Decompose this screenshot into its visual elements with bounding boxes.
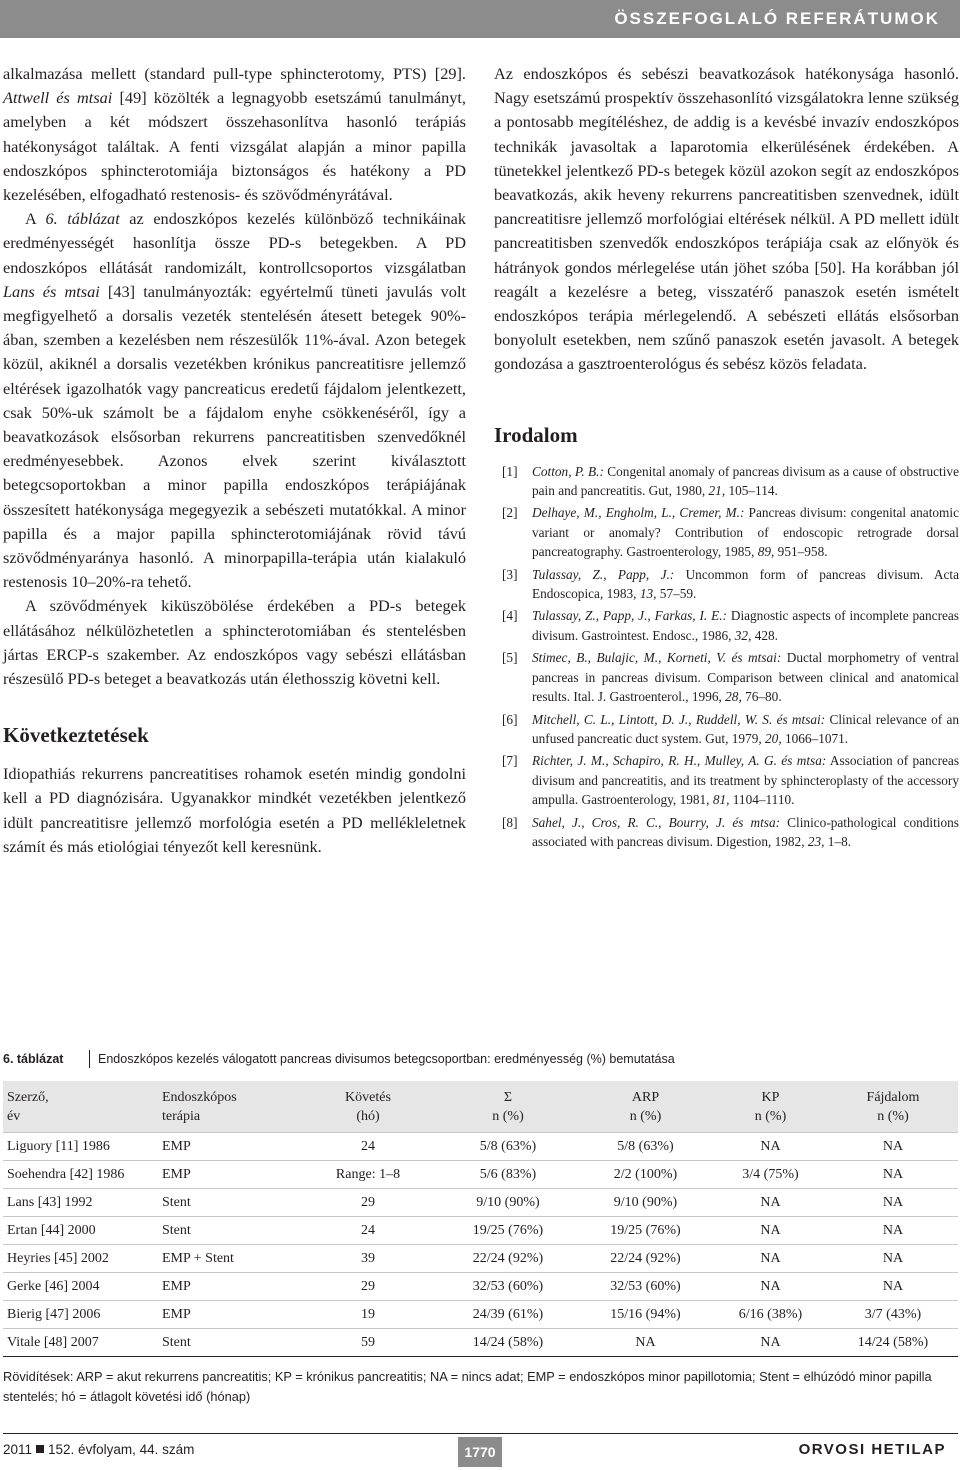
table-cell: NA [760,1138,781,1154]
table-caption [3,1047,958,1071]
table-cell: 14/24 (58%) [857,1334,929,1350]
references-heading: Irodalom [494,422,578,447]
conclusions-paragraph: Idiopathiás rekurrens pancreatitises rohamok esetén mindig gondolni kell a PD diagnózisára. Ugyanakkor mindkét vezetékben jelentkező idült pancreatitisre jellemző morfológia esetén a PD mellékleletnek számít és más etiológiai tényezőt kell keresnünk. [3,764,466,856]
table-cell: NA [635,1334,656,1350]
table-cell: 59 [361,1334,375,1350]
table-cell: EMP [162,1306,191,1322]
table-cell: EMP + Stent [162,1250,234,1266]
left-column [3,62,466,859]
table-cell: 32/53 (60%) [472,1278,544,1294]
table-cell: NA [760,1278,781,1294]
results-table [3,1081,958,1357]
table-cell: 2/2 (100%) [613,1166,678,1182]
table-cell: 6/16 (38%) [738,1306,803,1322]
reference-item: [2] Delhaye, M., Engholm, L., Cremer, M.: Pancreas divisum: congenital anatomic variant or anomaly? Contribution of endoscopic retrograde dorsal pancreatography. Gastroenterology, 1985, 89, 951–958. [502,505,959,560]
table-cell: Stent [162,1194,191,1210]
table-row [3,1133,958,1161]
table-row [3,1273,958,1301]
reference-item: [1] Cotton, P. B.: Congenital anomaly of pancreas divisum as a cause of obstructive pain and pancreatitis. Gut, 1980, 21, 105–114. [502,463,959,499]
right-column [494,62,959,854]
header-total: Σ n (%) [492,1090,524,1124]
table-cell: NA [760,1334,781,1350]
table-cell: NA [882,1278,904,1294]
table-cell: 24 [361,1138,375,1154]
table-cell: NA [760,1250,781,1266]
table-cell: NA [882,1138,904,1154]
table-cell: 15/16 (94%) [610,1306,681,1322]
table-cell: 14/24 (58%) [472,1334,544,1350]
caption-divider [89,1050,90,1068]
table-header-row [3,1081,958,1133]
header-band [0,0,960,38]
table-cell: Stent [162,1222,191,1238]
table-row [3,1217,958,1245]
table-cell: NA [760,1222,781,1238]
section-title: ÖSSZEFOGLALÓ REFERÁTUMOK [614,9,940,28]
table-cell: 29 [361,1194,375,1210]
header-author: Szerző, év [7,1090,49,1124]
abbreviations-note: Rövidítések: ARP = akut rekurrens pancreatitis; KP = krónikus pancreatitis; NA = nincs adat; EMP = endoszkópos minor papillotomia; Stent = elhúzódó minor papilla stentelés; hó = átlagolt követési idő (hónap) [3,1369,932,1404]
table-cell: 19/25 (76%) [472,1222,544,1238]
table-label: 6. táblázat [3,1052,64,1066]
header-pain: Fájdalom n (%) [866,1090,920,1124]
header-followup: Követés (hó) [345,1090,391,1124]
table-cell: 39 [361,1250,375,1266]
table-row [3,1189,958,1217]
header-therapy: Endoszkópos terápia [162,1090,237,1124]
table-cell: 5/6 (83%) [479,1166,537,1182]
reference-list [494,462,959,852]
table-caption-text: Endoszkópos kezelés válogatott pancreas divisumos betegcsoportban: eredményesség (%) bemutatása [98,1052,675,1066]
table-cell: 9/10 (90%) [476,1194,540,1210]
table-cell: 24 [361,1222,375,1238]
table-area [3,1047,958,1406]
table-cell: 9/10 (90%) [613,1194,678,1210]
reference-item: [6] Mitchell, C. L., Lintott, D. J., Ruddell, W. S. és mtsai: Clinical relevance of an unfused pancreatic duct system. Gut, 1979, 20, 1066–1071. [502,711,959,746]
table-cell: 22/24 (92%) [472,1250,544,1266]
table-cell: EMP [162,1278,191,1294]
table-cell: 5/8 (63%) [479,1138,537,1154]
left-paragraph-2: A 6. táblázat az endoszkópos kezelés különböző technikáinak eredményességét hasonlítja össze PD-s betegekben. A PD endoszkópos ellátását randomizált, kontrollcsoportos vizsgálatban Lans és mtsai [43] tanulmányozták: egyértelmű tüneti javulás volt megfigyelhető a dorsalis vezeték stentelésén átesett betegek 90%-ában, szemben a kezelésben nem részesülők 11%-ával. Azon betegek közül, akiknél a dorsalis vezetékben krónikus pancreatitisre jellemző eltérések igazolhatók vagy pancreaticus eredetű fájdalom jelentkezett, csak 50%-uk számolt be a fájdalom enyhe csökkenéséről, így a beavatkozások elsősorban rekurrens pancreatitisben szenvedőknél eredményesebbek. Azonos elvek szerint kiválasztott betegcsoportokban a minor papilla endoszkópos terápiájának összesített hatékonysága megegyezik a sebészeti mutatókkal. A minor papilla és a major papilla sphincterotomiájának rövid távú szövődményaránya hasonló. A minorpapilla-terápia után kialakuló restenosis 10–20%-ra tehető. [3,209,466,592]
table-cell: Gerke [46] 2004 [7,1278,100,1294]
header-arp: ARP n (%) [629,1090,662,1124]
table-row [3,1329,958,1357]
table-cell: Vitale [48] 2007 [7,1334,99,1350]
table-cell: Range: 1–8 [335,1166,401,1182]
table-cell: Lans [43] 1992 [7,1194,93,1210]
table-cell: 22/24 (92%) [610,1250,681,1266]
page-number: 1770 [458,1437,502,1467]
reference-item: [8] Sahel, J., Cros, R. C., Bourry, J. és mtsa: Clinico-pathological conditions associated with pancreas divisum. Digestion, 1982, 23, 1–8. [502,814,959,849]
table-row [3,1245,958,1273]
right-paragraph-1: Az endoszkópos és sebészi beavatkozások hatékonysága hasonló. Nagy esetszámú prospektív összehasonlító vizsgálatokra lenne szükség a pontosabb megítéléshez, de addig is a kevésbé invazív endoszkópos technikák javasoltak a laparotomia elkerülésének érdekében. A tünetekkel jelentkező PD-s betegek közül azokon segít az endoszkópos beavatkozás, akik heveny rekurrens pancreatitisben szenvednek, idült pancreatitisre jellemző morfológiai eltérések nélkül. A PD mellett idült pancreatitisben szenvedők endoszkópos terápiája csak az előnyök és hátrányok gondos mérlegelése után jöhet szóba [50]. Ha korábban jól reagált a kezelésre a beteg, visszatérő panaszok esetén ismételt endoszkópos terápia mérlegelendő. A sebészeti ellátás elsősorban bonyolult esetekben, nem szűnő panaszok esetén javasolt. A betegek gondozása a gasztroenterológus és sebész közös feladata. [494,64,959,374]
reference-item: [7] Richter, J. M., Schapiro, R. H., Mulley, A. G. és mtsa: Association of pancreas divisum and pancreatitis, and its treatment by sphincteroplasty of the accessory ampulla. Gastroenterology, 1981, 81, 1104–1110. [502,753,959,808]
table-cell: NA [882,1222,904,1238]
table-cell: 19/25 (76%) [610,1222,681,1238]
table-cell: NA [760,1194,781,1210]
left-paragraph-1: alkalmazása mellett (standard pull-type sphincterotomy, PTS) [29]. Attwell és mtsai [49] közölték a legnagyobb esetszámú tanulmányt, amelyben a két módszert összehasonlítva hasonló terápiás hatékonyságot találtak. A fenti vizsgálat alapján a minor papilla endoszkópos sphincterotomiája biztonságos és hatékony a PD kezelésében, elfogadható restenosis- és szövődményrátával. [3,64,466,205]
reference-item: [5] Stimec, B., Bulajic, M., Korneti, V. és mtsai: Ductal morphometry of ventral pancreas in pancreas divisum. Comparison between clinical and anatomical results. Ital. J. Gastroenterol., 1996, 28, 76–80. [502,650,959,705]
conclusions-heading: Következtetések [3,723,149,748]
footer-volume: 152. évfolyam, 44. szám [48,1442,195,1457]
left-paragraph-3: A szövődmények kiküszöbölése érdekében a PD-s betegek ellátásához nélkülözhetetlen a sphincterotomiában és stentelésben jártas ERCP-s szakember. Az endoszkópos vagy sebészi ellátásban részesülő PD-s beteget a beavatkozás után élethosszig követni kell. [3,596,466,689]
table-body [3,1133,958,1357]
table-cell: 24/39 (61%) [472,1306,544,1322]
table-cell: NA [882,1250,904,1266]
table-cell: 32/53 (60%) [610,1278,681,1294]
table-cell: EMP [162,1138,191,1154]
reference-item: [4] Tulassay, Z., Papp, J., Farkas, I. E.: Diagnostic aspects of incomplete pancreas divisum. Gastrointest. Endosc., 1986, 32, 428. [502,608,959,643]
table-cell: 5/8 (63%) [617,1138,674,1154]
table-cell: Heyries [45] 2002 [7,1250,109,1266]
table-cell: Stent [162,1334,191,1350]
table-cell: Liguory [11] 1986 [7,1138,110,1154]
footer-year: 2011 [3,1442,33,1457]
table-row [3,1301,958,1329]
square-bullet-icon [36,1445,44,1453]
journal-name: ORVOSI HETILAP [798,1441,946,1458]
table-cell: EMP [162,1166,191,1182]
header-kp: KP n (%) [754,1090,787,1124]
table-cell: 19 [361,1306,375,1322]
table-cell: Ertan [44] 2000 [7,1222,96,1238]
table-cell: Soehendra [42] 1986 [7,1166,125,1182]
table-cell: 3/7 (43%) [864,1306,922,1322]
table-cell: 29 [361,1278,375,1294]
table-cell: 3/4 (75%) [742,1166,799,1182]
reference-item: [3] Tulassay, Z., Papp, J.: Uncommon form of pancreas divisum. Acta Endoscopica, 1983, 13, 57–59. [502,566,959,602]
footer-issue [3,1442,194,1457]
footer-divider [3,1433,958,1434]
table-cell: NA [882,1166,904,1182]
table-cell: NA [882,1194,904,1210]
table-row [3,1161,958,1189]
table-cell: Bierig [47] 2006 [7,1306,101,1322]
